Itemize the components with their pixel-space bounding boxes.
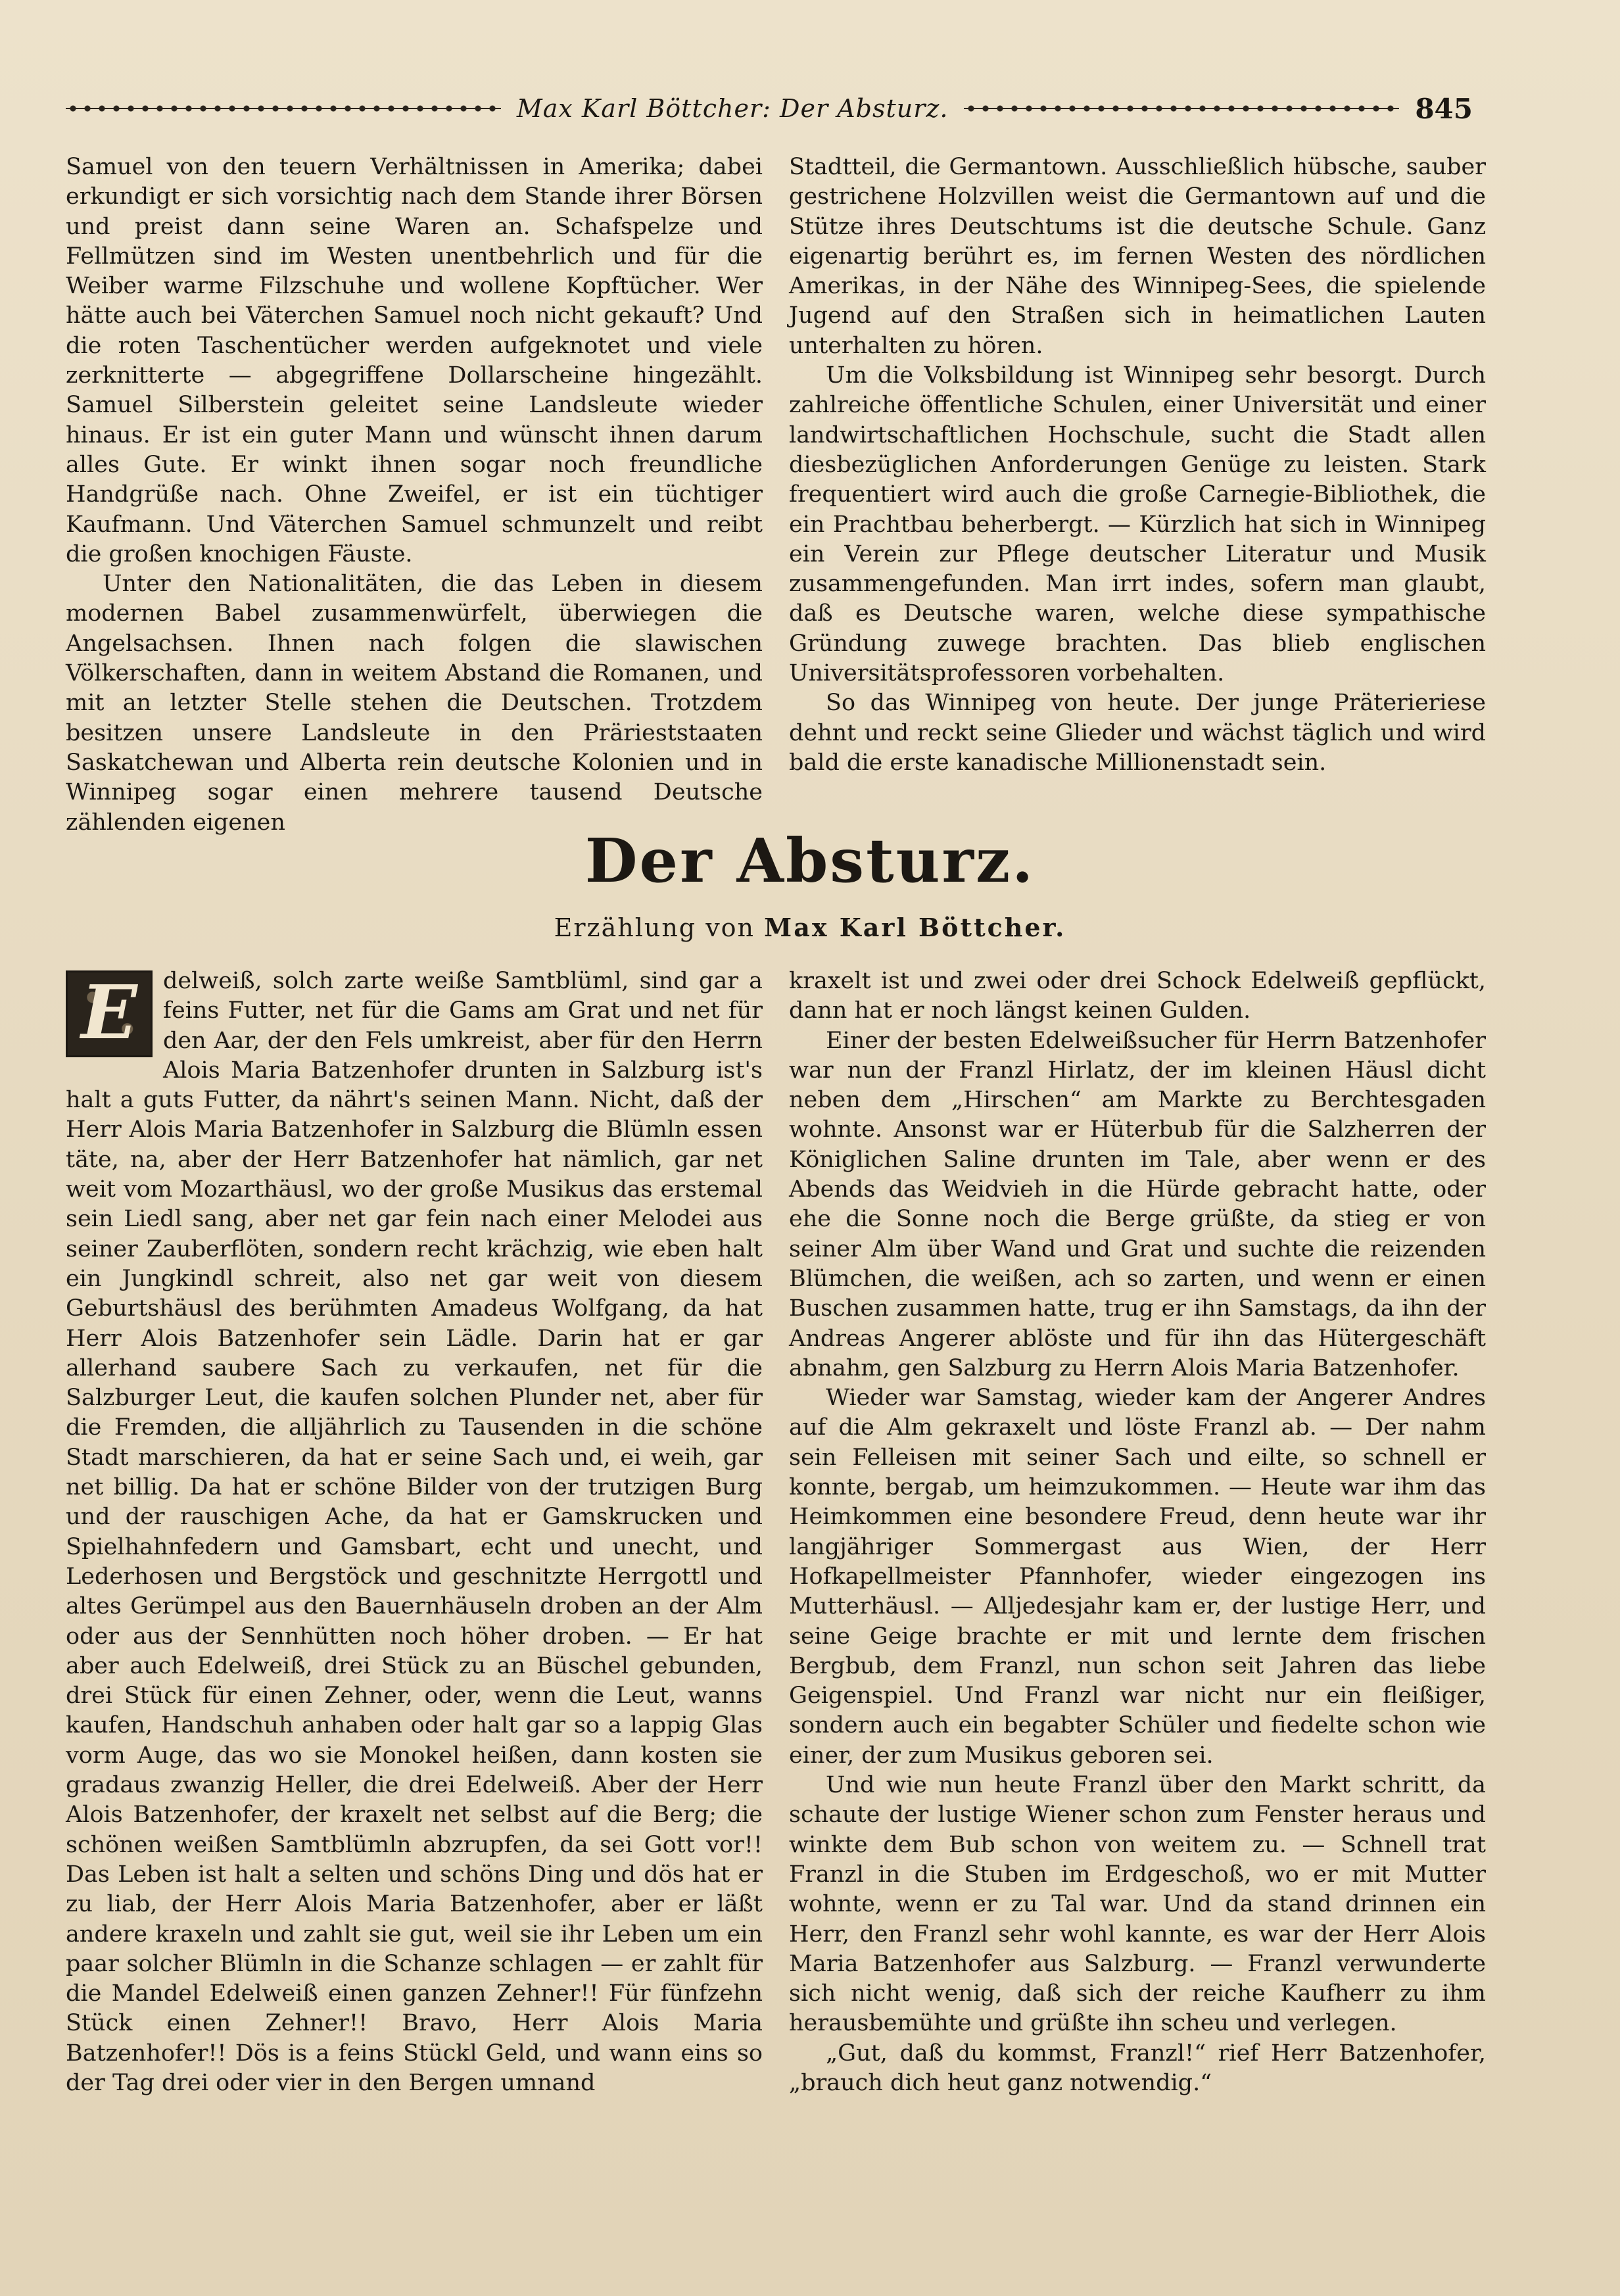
column-story-right — [789, 967, 1486, 2189]
paragraph: „Gut, daß du kommst, Franzl!“ rief Herr Batzenhofer, „brauch dich heut ganz notwendig.“ — [789, 2040, 1486, 2096]
byline-author: Max Karl Böttcher. — [764, 913, 1066, 942]
paragraph: Um die Volksbildung ist Winnipeg sehr besorgt. Durch zahlreiche öffentliche Schulen, einer Universität und einer landwirtschaftlichen Hochschule, sucht die Stadt allen diesbezüglichen Anforderungen Genüge zu leisten. Stark frequentiert wird auch die große Carnegie-Bibliothek, die ein Prachtbau beherbergt. — Kürzlich hat sich in Winnipeg ein Verein zur Pflege deutscher Literatur und Musik zusammengefunden. Man irrt indes, sofern man glaubt, daß es Deutsche waren, welche diese sympathische Gründung zuwege brachten. Das blieb englischen Universitätsprofessoren vorbehalten. — [789, 362, 1486, 687]
column-top-left — [66, 153, 763, 836]
page-number: 845 — [1415, 92, 1473, 125]
column-story-left — [66, 967, 763, 2189]
ornament-rule-right — [964, 102, 1399, 115]
paragraph: kraxelt ist und zwei oder drei Schock Edelweiß gepflückt, dann hat er noch längst keinen Gulden. — [789, 968, 1486, 1024]
paragraph: So das Winnipeg von heute. Der junge Präterieriese dehnt und reckt seine Glieder und wächst täglich und wird bald die erste kanadische Millionenstadt sein. — [789, 690, 1486, 776]
paragraph: delweiß, solch zarte weiße Samtblüml, sind gar a feins Futter, net für die Gams am Grat und net für den Aar, der den Fels umkreist, aber für den Herrn Alois Maria Batzenhofer drunten in Salzburg ist's halt a guts Futter, da nährt's seinen Mann. Nicht, daß der Herr Alois Maria Batzenhofer in Salzburg die Blümln essen täte, na, aber der Herr Batzenhofer hat nämlich, gar net weit vom Mozarthäusl, wo der große Musikus das erstemal sein Liedl sang, aber net gar fein nach einer Melodei aus seiner Zauberflöten, sondern recht krächzig, wie eben halt ein Jungkindl schreit, also net gar weit von diesem Geburtshäusl des berühmten Amadeus Wolfgang, da hat Herr Alois Batzenhofer sein Lädle. Darin hat er gar allerhand saubere Sach zu verkaufen, net für die Salzburger Leut, die kaufen solchen Plunder net, aber für die Fremden, die alljährlich zu Tausenden in die schöne Stadt marschieren, da hat er seine Sach und, ei weih, gar net billig. Da hat er schöne Bilder von der trutzigen Burg und der rauschigen Ache, da hat er Gamskrucken und Spielhahnfedern und Gamsbart, echt und unecht, und Lederhosen und Bergstöck und geschnitzte Herrgottl und altes Gerümpel aus den Bauernhäuseln droben an der Alm oder aus der Sennhütten noch höher droben. — Er hat aber auch Edelweiß, drei Stück zu an Büschel gebunden, drei Stück für einen Zehner, oder, wenn die Leut, wanns kaufen, Handschuh anhaben oder halt gar so a lappig Glas vorm Auge, das wo sie Monokel heißen, dann kosten sie gradaus zwanzig Heller, die drei Edelweiß. Aber der Herr Alois Batzenhofer, der kraxelt net selbst auf die Berg; die schönen weißen Samtblümln abzrupfen, da sei Gott vor!! Das Leben ist halt a selten und schöns Ding und dös hat er zu liab, der Herr Alois Maria Batzenhofer, aber er läßt andere kraxeln und zahlt sie gut, weil sie ihr Leben um ein paar solcher Blümln in die Schanze schlagen — er zahlt für die Mandel Edelweiß einen ganzen Zehner!! Für fünfzehn Stück einen Zehner!! Bravo, Herr Alois Maria Batzenhofer!! Dös is a feins Stückl Geld, und wann eins so der Tag drei oder vier in den Bergen umnand — [66, 968, 763, 2096]
story-title: Der Absturz. — [584, 825, 1036, 896]
paragraph: Unter den Nationalitäten, die das Leben in diesem modernen Babel zusammenwürfelt, überwiegen die Angelsachsen. Ihnen nach folgen die slawischen Völkerschaften, dann in weitem Abstand die Romanen, und mit an letzter Stelle stehen die Deutschen. Trotzdem besitzen unsere Landsleute in den Prärieststaaten Saskatchewan und Alberta rein deutsche Kolonien und in Winnipeg sogar einen mehrere tausend Deutsche zählenden eigenen — [66, 571, 763, 836]
paragraph: Und wie nun heute Franzl über den Markt schritt, da schaute der lustige Wiener schon zum Fenster heraus und winkte dem Bub schon von weitem zu. — Schnell trat Franzl in die Stuben im Erdgeschoß, wo er mit Mutter wohnte, wenn er zu Tal war. Und da stand drinnen ein Herr, den Franzl sehr wohl kannte, es war der Herr Alois Maria Batzenhofer aus Salzburg. — Franzl verwunderte sich nicht wenig, daß sich der reiche Kaufherr zu ihm herausbemühte und grüßte ihn scheu und verlegen. — [789, 1772, 1486, 2037]
paragraph: Stadtteil, die Germantown. Ausschließlich hübsche, sauber gestrichene Holzvillen weist die Germantown auf und die Stütze ihres Deutschtums ist die deutsche Schule. Ganz eigenartig berührt es, im fernen Westen des nördlichen Amerikas, in der Nähe des Winnipeg-Sees, die spielende Jugend auf den Straßen sich in heimatlichen Lauten unterhalten zu hören. — [789, 154, 1486, 359]
paragraph: Wieder war Samstag, wieder kam der Angerer Andres auf die Alm gekraxelt und löste Franzl ab. — Der nahm sein Felleisen mit seiner Sach und eilte, so schnell er konnte, bergab, um heimzukommen. — Heute war ihm das Heimkommen eine besondere Freud, denn heute war ihr langjähriger Sommergast aus Wien, der Herr Hofkapellmeister Pfannhofer, wieder eingezogen ins Mutterhäusl. — Alljedesjahr kam er, der lustige Herr, und seine Geige brachte er mit und lernte dem frischen Bergbub, dem Franzl, nun schon seit Jahren das liebe Geigenspiel. Und Franzl war nicht nur ein fleißiger, sondern auch ein begabter Schüler und fiedelte schon wie einer, der zum Musikus geboren sei. — [789, 1385, 1486, 1769]
running-header — [66, 85, 1473, 132]
paragraph: Einer der besten Edelweißsucher für Herrn Batzenhofer war nun der Franzl Hirlatz, der im kleinen Häusl dicht neben dem „Hirschen“ am Markte zu Berchtesgaden wohnte. Ansonst war er Hüterbub für die Salzherren der Königlichen Saline drunten im Tale, aber wenn er des Abends das Weidvieh in die Hürde gebracht hatte, oder ehe die Sonne noch die Berge grüßte, da stieg er von seiner Alm über Wand und Grat und suchte die reizenden Blümchen, die weißen, ach so zarten, und wenn er einen Buschen zusammen hatte, trug er ihn Samstags, da ihn der Andreas Angerer ablöste und für ihn das Hütergeschäft abnahm, gen Salzburg zu Herrn Alois Maria Batzenhofer. — [789, 1027, 1486, 1381]
byline-prefix: Erzählung von — [554, 913, 755, 942]
byline — [0, 913, 1620, 942]
ornament-rule-left — [66, 102, 501, 115]
dropcap-initial: E — [66, 970, 153, 1057]
paragraph: Samuel von den teuern Verhältnissen in Amerika; dabei erkundigt er sich vorsichtig nach dem Stande ihrer Börsen und preist dann seine Waren an. Schafspelze und Fellmützen sind im Westen unentbehrlich und für die Weiber warme Filzschuhe und wollene Kopftücher. Wer hätte auch bei Väterchen Samuel noch nicht gekauft? Und die roten Taschentücher werden aufgeknotet und viele zerknitterte — abgegriffene Dollarscheine hingezählt. Samuel Silberstein geleitet seine Landsleute wieder hinaus. Er ist ein guter Mann und wünscht ihnen darum alles Gute. Er winkt ihnen sogar noch freundliche Handgrüße nach. Ohne Zweifel, er ist ein tüchtiger Kaufmann. Und Väterchen Samuel schmunzelt und reibt die großen knochigen Fäuste. — [66, 154, 763, 567]
running-title: Max Karl Böttcher: Der Absturz. — [516, 94, 949, 123]
column-top-right — [789, 153, 1486, 803]
